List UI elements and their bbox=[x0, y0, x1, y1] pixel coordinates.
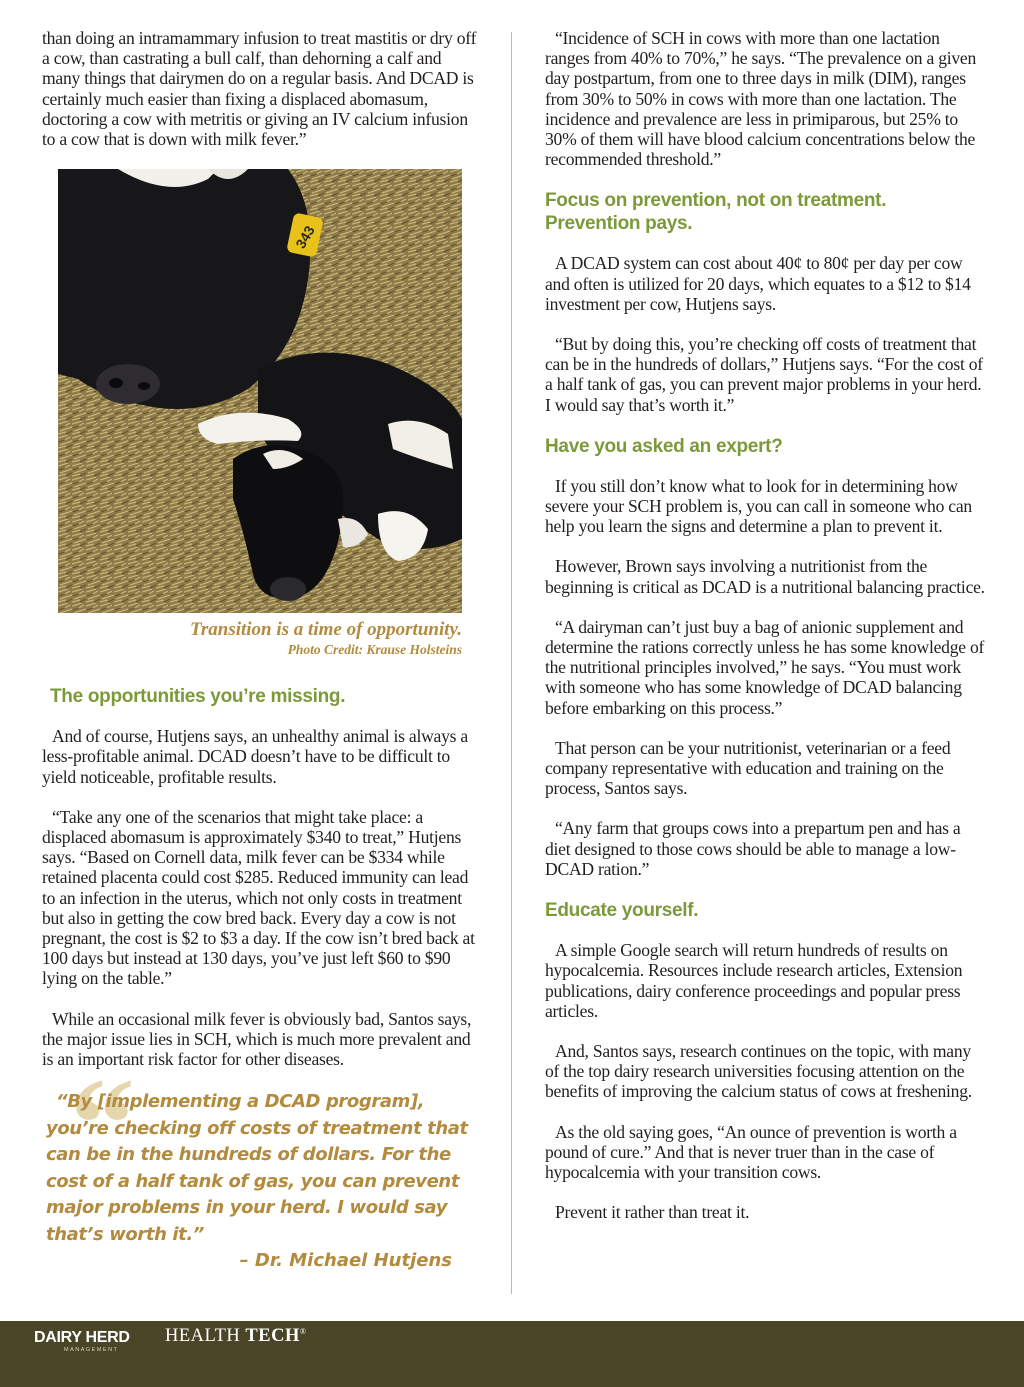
intro-paragraph: “Incidence of SCH in cows with more than one lactation ranges from 40% to 70%,” he says. “The prevalence on a given day postpartum, from one to three days in milk (DIM), ranges from 30% to 50% in cows with more than one lactation. The incidence and prevalence are less in primiparous, but 25% to 30% of them will have blood calcium concentrations below the recommended threshold.” bbox=[545, 28, 977, 170]
registered-mark: ® bbox=[299, 1326, 307, 1336]
section-heading-opportunities: The opportunities you’re missing. bbox=[50, 686, 346, 708]
photo-credit: Photo Credit: Krause Holsteins bbox=[287, 642, 462, 658]
paragraph: “But by doing this, you’re checking off costs of treatment that can be in the hundreds of dollars,” Hutjens says. “For the cost of a half tank of gas, you can prevent major problems in your herd. I would say that’s worth it.” bbox=[545, 334, 983, 415]
page-footer bbox=[0, 1321, 1024, 1387]
paragraph: As the old saying goes, “An ounce of prevention is worth a pound of cure.” And that is never truer than in the case of hypocalcemia with your transition cows. bbox=[545, 1121, 957, 1182]
paragraph: A simple Google search will return hundreds of results on hypocalcemia. Resources include research articles, Extension publications, dairy conference proceedings and popular press articles. bbox=[545, 940, 963, 1021]
cow-and-calf-photo bbox=[58, 169, 462, 613]
right-column bbox=[545, 28, 985, 1242]
paragraph: Prevent it rather than treat it. bbox=[555, 1202, 750, 1223]
brand-name: DAIRY HERD bbox=[34, 1329, 130, 1346]
section-heading-prevention: Focus on prevention, not on treatment. Prevention pays. bbox=[545, 190, 887, 235]
pull-quote-text: “By [implementing a DCAD program], you’re checking off costs of treatment that can be in the hundreds of dollars. For the cost of a half tank of gas, you can prevent major problems in your herd. I would say that’s worth it.” bbox=[46, 1091, 468, 1245]
paragraph: And of course, Hutjens says, an unhealthy animal is always a less-profitable animal. DCAD doesn’t have to be difficult to yield noticeable, profitable results. bbox=[42, 726, 468, 787]
quote-mark-icon: “ bbox=[70, 1052, 135, 1197]
pull-quote-attribution: – Dr. Michael Hutjens bbox=[239, 1250, 452, 1272]
svg-text:343: 343 bbox=[292, 223, 318, 252]
paragraph: However, Brown says involving a nutritionist from the beginning is critical as DCAD is a nutritional balancing practice. bbox=[545, 556, 985, 597]
section-heading-educate: Educate yourself. bbox=[545, 900, 699, 922]
section-title-light: HEALTH bbox=[165, 1326, 241, 1346]
photo-caption bbox=[42, 619, 462, 659]
paragraph: “Take any one of the scenarios that might take place: a displaced abomasum is approximately $340 to treat,” Hutjens says. “Based on Cornell data, milk fever can be $334 while retained placenta could cost $285. Reduced immunity can lead to an infection in the uterus, which not only costs in treatment but also in getting the cow bred back. Every day a cow is not pregnant, the cost is $2 to $3 a day. If the cow isn’t bred back at 100 days but instead at 130 days, you’ve just left $60 to $90 lying on the table.” bbox=[42, 806, 475, 989]
intro-paragraph: than doing an intramammary infusion to treat mastitis or dry off a cow, than castrating a bull calf, than dehorning a calf and many things that dairymen do on a regular basis. And DCAD is certainly much easier than fixing a displaced abomasum, doctoring a cow with metritis or giving an IV calcium infusion to a cow that is down with milk fever.” bbox=[42, 28, 477, 150]
pull-quote bbox=[42, 1052, 482, 1272]
column-divider bbox=[511, 32, 512, 1294]
paragraph: And, Santos says, research continues on the topic, with many of the top dairy research universities focusing attention on the benefits of improving the calcium status of cows at freshening. bbox=[545, 1040, 972, 1102]
cow-and-calf-illustration bbox=[58, 169, 462, 613]
section-title-bold: TECH bbox=[245, 1326, 300, 1346]
section-title bbox=[165, 1326, 306, 1347]
left-column bbox=[42, 28, 480, 1271]
paragraph: A DCAD system can cost about 40¢ to 80¢ per day per cow and often is utilized for 20 days, which equates to a $12 to $14 investment per cow, Hutjens says. bbox=[545, 253, 971, 314]
paragraph: “Any farm that groups cows into a prepartum pen and has a diet designed to those cows should be able to manage a low-DCAD ration.” bbox=[545, 818, 961, 879]
paragraph: That person can be your nutritionist, veterinarian or a feed company representative with education and training on the process, Santos says. bbox=[545, 737, 951, 799]
paragraph: If you still don’t know what to look for in determining how severe your SCH problem is, you can call in someone who can help you learn the signs and determine a plan to prevent it. bbox=[545, 475, 972, 537]
section-heading-expert: Have you asked an expert? bbox=[545, 435, 783, 457]
brand-subtitle: MANAGEMENT bbox=[64, 1347, 119, 1353]
dairy-herd-logo bbox=[34, 1329, 130, 1353]
paragraph: While an occasional milk fever is obviously bad, Santos says, the major issue lies in SCH, which is much more prevalent and is an important risk factor for other diseases. bbox=[42, 1008, 472, 1070]
caption-text: Transition is a time of opportunity. bbox=[189, 619, 462, 641]
paragraph: “A dairyman can’t just buy a bag of anionic supplement and determine the rations correctly unless he has some knowledge of the nutritional principles involved,” he says. “You must work with someone who has some knowledge of DCAD balancing before embarking on this process.” bbox=[545, 616, 985, 718]
